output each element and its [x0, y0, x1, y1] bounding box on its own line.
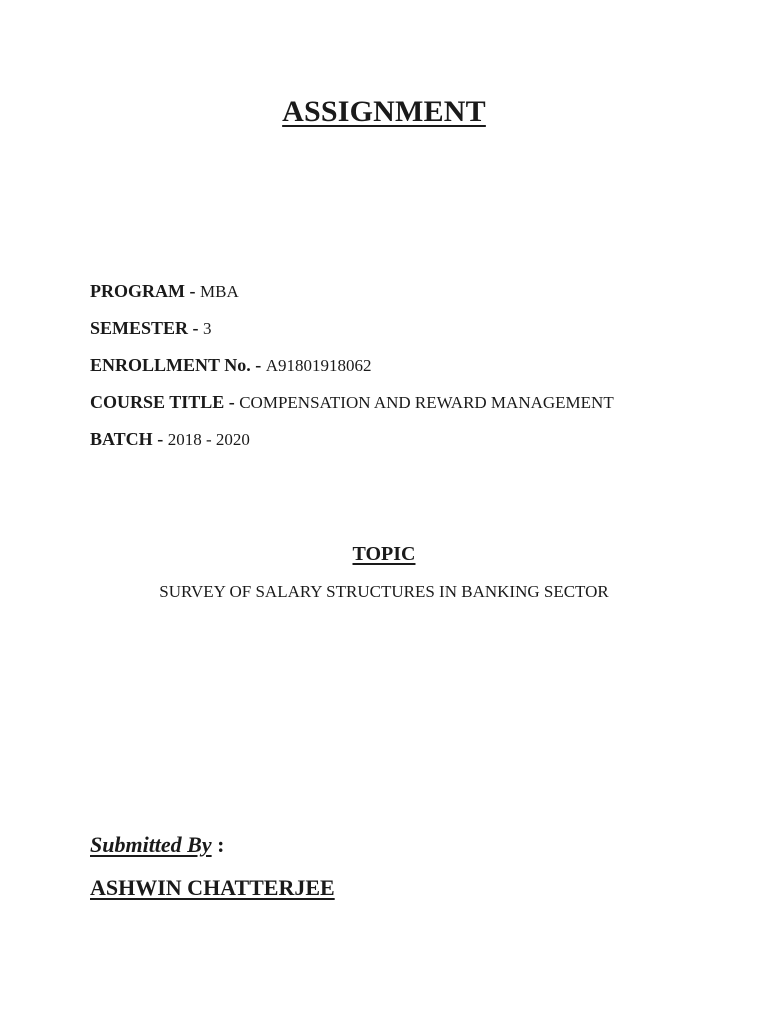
detail-label: ENROLLMENT No. — [90, 355, 251, 375]
detail-value: MBA — [199, 282, 239, 301]
submitter-name: ASHWIN CHATTERJEE — [90, 875, 335, 900]
document-title: ASSIGNMENT — [282, 95, 486, 128]
detail-row-course-title — [90, 389, 614, 426]
detail-value: A91801918062 — [265, 356, 372, 375]
detail-label: PROGRAM — [90, 281, 185, 301]
detail-label: BATCH — [90, 429, 153, 449]
detail-label: COURSE TITLE — [90, 392, 225, 412]
assignment-details — [90, 278, 614, 463]
detail-separator: - — [188, 318, 204, 338]
detail-separator: - — [152, 429, 168, 449]
detail-value: COMPENSATION AND REWARD MANAGEMENT — [239, 393, 614, 412]
detail-value: 2018 - 2020 — [167, 430, 250, 449]
topic-text: SURVEY OF SALARY STRUCTURES IN BANKING SECTOR — [159, 582, 609, 601]
submitted-by-colon: : — [211, 832, 225, 857]
detail-value: 3 — [203, 319, 212, 338]
submitted-by-label: Submitted By — [90, 832, 212, 857]
detail-separator: - — [184, 281, 200, 301]
detail-row-semester — [90, 315, 614, 352]
detail-separator: - — [224, 392, 240, 412]
detail-label: SEMESTER — [90, 318, 189, 338]
submitted-by — [90, 830, 224, 860]
detail-row-program — [90, 278, 614, 315]
detail-row-batch — [90, 426, 614, 463]
detail-row-enrollment — [90, 352, 614, 389]
topic-heading: TOPIC — [352, 543, 416, 565]
detail-separator: - — [250, 355, 266, 375]
